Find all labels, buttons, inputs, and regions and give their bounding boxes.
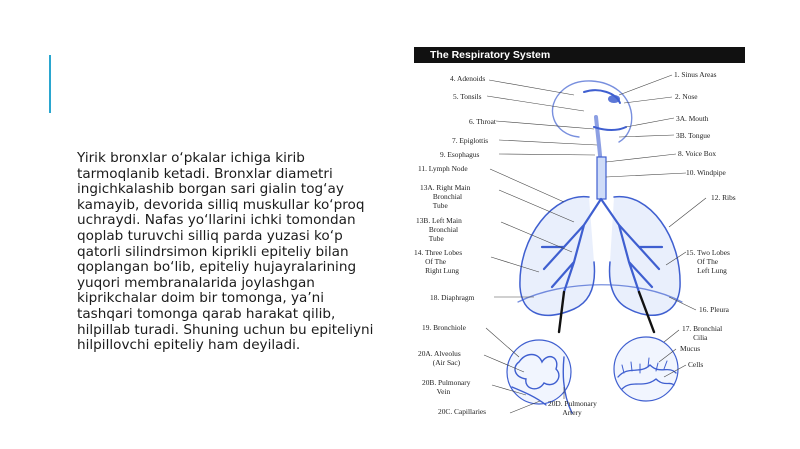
label-tongue: 3B. Tongue (676, 131, 711, 140)
diagram-title: The Respiratory System (430, 49, 551, 61)
accent-line (49, 55, 51, 113)
windpipe (597, 157, 606, 199)
label-three-lobes-right-lung: 14. Three Lobes Of The Right Lung (414, 248, 463, 275)
label-pulmonary-artery: 20D. Pulmonary Artery (548, 399, 597, 417)
label-capillaries: 20C. Capillaries (438, 407, 487, 416)
label-bronchial-cilia: 17. Bronchial Cilia (682, 324, 723, 342)
label-left-main-bronchial-tube: 13B. Left Main Bronchial Tube (416, 216, 462, 243)
label-windpipe: 10. Windpipe (686, 168, 726, 177)
label-cells: Cells (688, 360, 704, 369)
respiratory-diagram (414, 47, 745, 425)
label-alveolus: 20A. Alveolus (Air Sac) (418, 349, 461, 367)
label-pleura: 16. Pleura (699, 305, 729, 314)
label-right-main-bronchial-tube: 13A. Right Main Bronchial Tube (420, 183, 471, 210)
body-paragraph: Yirik bronxlar o‘pkalar ichiga kirib tarmoqlanib ketadi. Bronxlar diametri ingichkalashib borgan sari gialin tog‘ay kamayib, devorida silliq muskullar ko‘proq uchraydi. Nafas yo‘llarini ichki tomondan qoplab turuvchi silliq parda yuzasi ko‘p qatorli silindrsimon kiprikli epiteliy bilan qoplangan bo‘lib, epiteliy hujayralarining yuqori membranalarida joylashgan kiprikchalar doim bir tomonga, ya’ni tashqari tomonga qarab harakat qilib, hilpillab turadi. Shuning uchun bu epiteliyni hilpillovchi epiteliy ham deyiladi. (77, 150, 374, 354)
label-lymph-node: 11. Lymph Node (418, 164, 468, 173)
label-tonsils: 5. Tonsils (453, 92, 482, 101)
label-esophagus: 9. Esophagus (440, 150, 480, 159)
label-nose: 2. Nose (675, 92, 698, 101)
sinus-icon (608, 95, 620, 103)
label-two-lobes-left-lung: 15. Two Lobes Of The Left Lung (686, 248, 730, 275)
label-epiglottis: 7. Epiglottis (452, 136, 489, 145)
label-ribs: 12. Ribs (711, 193, 736, 202)
label-adenoids: 4. Adenoids (450, 74, 486, 83)
label-sinus-areas: 1. Sinus Areas (674, 70, 717, 79)
label-mouth: 3A. Mouth (676, 114, 709, 123)
label-bronchiole: 19. Bronchiole (422, 323, 466, 332)
label-pulmonary-vein: 20B. Pulmonary Vein (422, 378, 471, 396)
alveolus-zoom (507, 340, 571, 404)
label-voice-box: 8. Voice Box (678, 149, 717, 158)
label-throat: 6. Throat (469, 117, 496, 126)
label-diaphragm: 18. Diaphragm (430, 293, 475, 302)
label-mucus: Mucus (680, 344, 701, 353)
